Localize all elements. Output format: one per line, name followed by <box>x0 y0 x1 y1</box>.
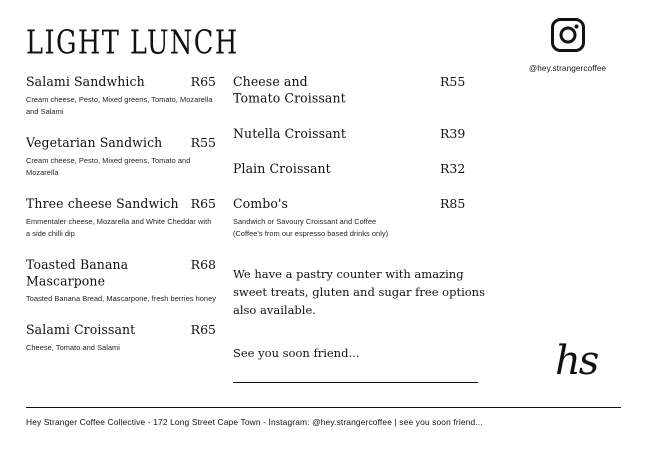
menu-item <box>233 196 498 240</box>
menu-item-price: R55 <box>190 134 216 150</box>
instagram-handle[interactable]: @hey.strangercoffee <box>528 64 607 73</box>
menu-column-left <box>26 74 216 371</box>
brand-logo <box>555 338 611 403</box>
menu-item-name: Cheese and Tomato Croissant <box>233 73 346 106</box>
menu-item <box>233 161 498 177</box>
divider <box>233 382 478 383</box>
logo-monogram: hs <box>555 338 598 384</box>
menu-item-price: R55 <box>440 74 466 89</box>
menu-item <box>26 196 216 240</box>
menu-item-price: R65 <box>190 321 216 337</box>
menu-item-name: Salami Sandwhich <box>26 73 145 90</box>
menu-item-price: R65 <box>190 74 216 89</box>
instagram-icon[interactable] <box>551 18 585 57</box>
menu-item-name: Plain Croissant <box>233 160 331 177</box>
pastry-counter-note: We have a pastry counter with amazing sweet treats, gluten and sugar free options also available. <box>233 267 485 317</box>
menu-item-name: Salami Croissant <box>26 321 136 338</box>
menu-sheet <box>8 8 639 449</box>
menu-item-description: Emmentaler cheese, Mozarella and White Cheddar with a side chilli dip <box>26 216 212 238</box>
menu-item <box>26 322 216 354</box>
menu-column-middle <box>233 74 498 383</box>
signoff-text: See you soon friend... <box>233 345 360 360</box>
menu-item-name: Nutella Croissant <box>233 125 346 141</box>
menu-item-name: Three cheese Sandwich <box>26 195 179 212</box>
menu-item-row <box>233 74 498 107</box>
menu-item-price: R85 <box>440 196 466 211</box>
menu-item-name: Combo's <box>233 195 289 212</box>
menu-item-name: Toasted Banana Mascarpone <box>26 256 129 289</box>
menu-item <box>26 257 216 305</box>
menu-item-price: R68 <box>190 256 216 272</box>
menu-item-row <box>26 74 216 90</box>
menu-item-description: Sandwich or Savoury Croissant and Coffee (Coffee's from our espresso based drinks only) <box>233 217 389 239</box>
menu-item-row <box>26 135 216 151</box>
menu-item-price: R65 <box>190 195 216 211</box>
menu-item <box>233 126 498 142</box>
menu-item-row <box>233 196 498 212</box>
menu-item-description: Cheese, Tomato and Salami <box>26 342 120 352</box>
menu-item-price: R39 <box>440 125 466 141</box>
menu-item-name: Vegetarian Sandwich <box>26 134 163 151</box>
menu-item-row <box>26 196 216 212</box>
footer <box>26 407 621 427</box>
menu-item-row <box>233 161 498 177</box>
menu-item-row <box>26 322 216 338</box>
menu-item <box>26 135 216 179</box>
footer-text: Hey Stranger Coffee Collective - 172 Long Street Cape Town - Instagram: @hey.strangercoffee | see you soon friend... <box>26 417 483 427</box>
menu-item-description: Cream cheese, Pesto, Mixed greens, Tomato, Mozarella and Salami <box>26 95 213 116</box>
social-block <box>505 18 630 73</box>
page-title: LIGHT LUNCH <box>26 24 239 62</box>
menu-item-row <box>26 257 216 289</box>
menu-item-row <box>233 126 498 142</box>
menu-item-description: Toasted Banana Bread, Mascarpone, fresh berries honey <box>26 293 216 303</box>
menu-item-price: R32 <box>440 160 466 176</box>
menu-item-description: Cream cheese, Pesto, Mixed greens, Tomato and Mozarella <box>26 155 191 177</box>
footer-divider <box>26 407 621 408</box>
menu-item <box>26 74 216 118</box>
menu-item <box>233 74 498 107</box>
